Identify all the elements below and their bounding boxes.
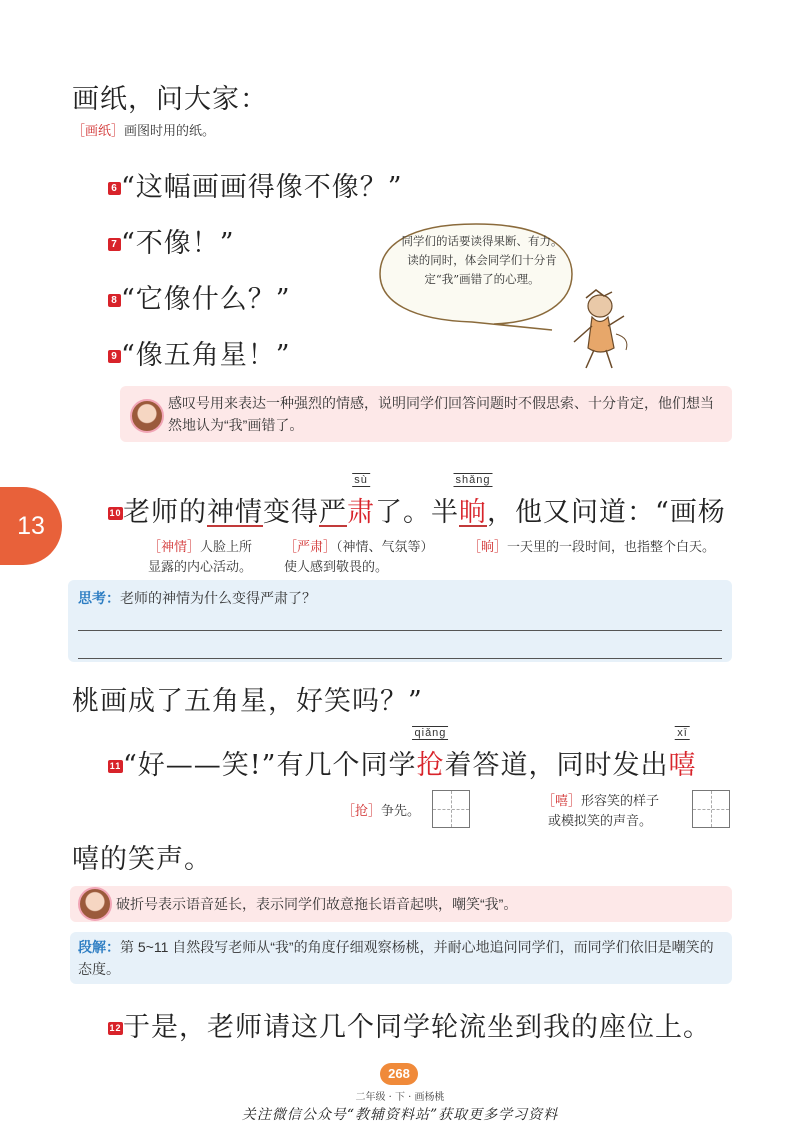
paragraph-8	[108, 286, 291, 313]
answer-line-2[interactable]	[78, 658, 722, 659]
paragraph-text: 于是，老师请这几个同学轮流坐到我的座位上。	[123, 1012, 711, 1043]
char-qiang	[414, 727, 447, 781]
paragraph-text: “它像什么？”	[121, 284, 291, 315]
paragraph-12	[108, 1014, 711, 1041]
word-yansu	[319, 474, 375, 528]
paragraph-6	[108, 174, 403, 201]
think-text: 老师的神情为什么变得严肃了？	[120, 590, 316, 606]
gloss-shenqing-cont: 显露的内心活动。	[148, 559, 253, 574]
gloss-xi-cont: 或模拟笑的声音。	[548, 813, 653, 828]
girl-avatar-icon	[78, 887, 112, 921]
paragraph-number: 9	[108, 350, 121, 363]
writing-grid-qiang[interactable]	[432, 790, 470, 828]
pinyin-su: sù	[354, 474, 368, 486]
paragraph-number: 6	[108, 182, 121, 195]
paragraph-number: 8	[108, 294, 121, 307]
text-run: 了。半	[375, 497, 459, 528]
char-su-glyph: 肃	[347, 497, 375, 528]
summary-content	[78, 936, 722, 980]
gloss-yansu-cont: 使人感到敬畏的。	[284, 559, 389, 574]
gloss-term: ［嘻］	[542, 793, 582, 808]
text-run: 变得	[263, 497, 319, 528]
gloss-term: ［抢］	[342, 803, 382, 818]
paragraph-number: 10	[109, 508, 122, 518]
text-run: ，他又问道：“画杨	[487, 497, 726, 528]
gloss-def: 形容笑的样子	[581, 793, 660, 808]
footer-ad: 关注微信公众号“教辅资料站”获取更多学习资料	[241, 1107, 559, 1123]
paragraph-text: “不像！”	[121, 228, 235, 259]
gloss-def: 争先。	[381, 803, 421, 818]
paragraph-number: 11	[109, 761, 122, 771]
text-run: 老师的	[123, 497, 207, 528]
text-run: “好——笑!”有几个同学	[123, 750, 417, 781]
paragraph-9	[108, 342, 291, 369]
char-xi	[668, 727, 697, 781]
text-line: 画纸，问大家：	[72, 84, 268, 115]
page-number: 268	[380, 1063, 418, 1085]
pinyin-qiang: qiǎng	[414, 727, 447, 739]
gloss-qiang	[342, 800, 420, 819]
pinyin-xi: xī	[677, 727, 688, 739]
side-page-marker: 13	[0, 487, 62, 565]
gloss-term: ［画纸］	[72, 123, 125, 138]
char-yan: 严	[319, 497, 347, 528]
gloss-def: 人脸上所	[200, 539, 253, 554]
char-su	[347, 474, 375, 528]
think-question	[78, 588, 316, 608]
speech-bubble-text: 同学们的话要读得果断、有力。读的同时，体会同学们十分肯定“我”画错了的心理。	[401, 234, 563, 286]
word-shenqing: 神情	[207, 497, 263, 528]
answer-line-1[interactable]	[78, 630, 722, 631]
summary-text: 第 5~11 自然段写老师从“我”的角度仔细观察杨桃，并耐心地追问同学们，而同学们依旧是嘲笑的态度。	[78, 939, 714, 977]
gloss-shenqing	[148, 536, 252, 555]
gloss-def: （神情、气氛等）	[336, 539, 434, 554]
paragraph-number: 12	[109, 1023, 122, 1033]
gloss-term: ［严肃］	[284, 539, 337, 554]
paragraph-summary-box	[70, 932, 732, 984]
paragraph-number: 7	[108, 238, 121, 251]
gloss-term: ［晌］	[468, 539, 508, 554]
gloss-term: ［神情］	[148, 539, 201, 554]
gloss-xi	[542, 790, 659, 809]
tip-note-exclamation	[120, 386, 732, 442]
tip-note-dash	[70, 886, 732, 922]
paragraph-7	[108, 230, 235, 257]
gloss-huazhi	[72, 120, 215, 139]
char-shang	[455, 474, 491, 528]
text-line: 嘻的笑声。	[72, 844, 212, 875]
paragraph-10	[108, 474, 726, 528]
tip-text: 感叹号用来表达一种强烈的情感，说明同学们回答问题时不假思索、十分肯定，他们想当然地认为“我”画错了。	[168, 395, 714, 433]
pinyin-shang: shǎng	[455, 474, 491, 486]
think-label: 思考：	[78, 590, 120, 606]
gloss-def: 画图时用的纸。	[124, 123, 216, 138]
think-box	[68, 580, 732, 662]
char-shang-glyph: 晌	[459, 497, 487, 528]
char-qiang-glyph: 抢	[416, 750, 445, 781]
text-line: 桃画成了五角星，好笑吗？”	[72, 686, 423, 717]
paragraph-text: “这幅画画得像不像？”	[121, 172, 403, 203]
gloss-yansu	[284, 536, 434, 555]
writing-grid-xi[interactable]	[692, 790, 730, 828]
paragraph-text: “像五角星！”	[121, 340, 291, 371]
girl-avatar-icon	[130, 399, 164, 433]
footer-subtitle: 二年级 · 下 · 画杨桃	[355, 1092, 445, 1103]
summary-label: 段解：	[78, 939, 120, 955]
tip-text: 破折号表示语音延长，表示同学们故意拖长语音起哄，嘲笑“我”。	[116, 896, 518, 912]
cartoon-illustration	[556, 286, 636, 372]
char-xi-glyph: 嘻	[668, 750, 697, 781]
gloss-def: 一天里的一段时间，也指整个白天。	[507, 539, 716, 554]
paragraph-11	[108, 727, 697, 781]
text-run: 着答道，同时发出	[444, 750, 669, 781]
gloss-shang	[468, 536, 715, 555]
